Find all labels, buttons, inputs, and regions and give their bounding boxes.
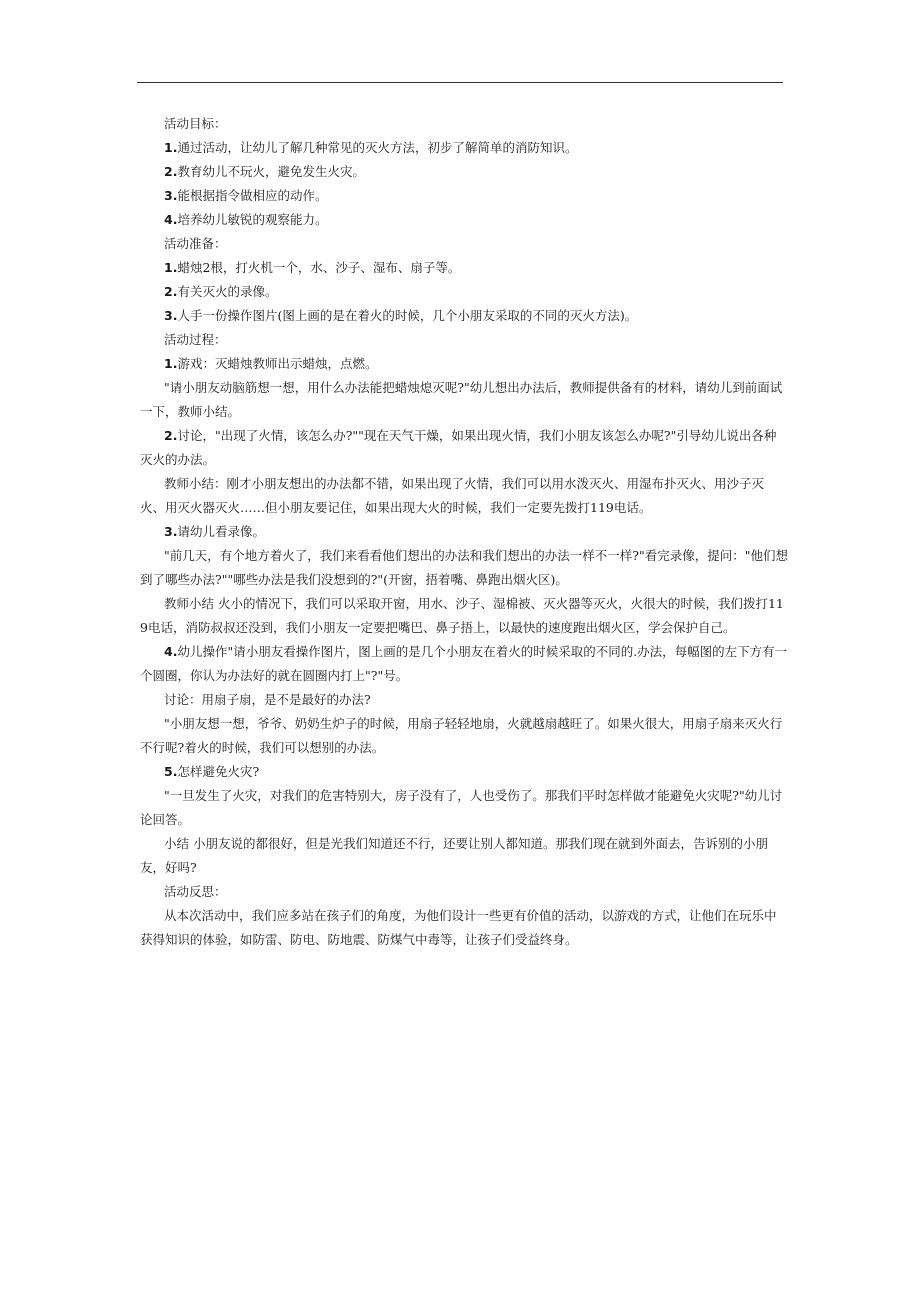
process-step: 1.游戏：灭蜡烛教师出示蜡烛，点燃。 <box>164 356 378 371</box>
goal-item: 1.通过活动，让幼儿了解几种常见的灭火方法，初步了解简单的消防知识。 <box>164 140 578 155</box>
document-body <box>140 112 788 952</box>
process-step: 4.幼儿操作"请小朋友看操作图片，图上画的是几个小朋友在着火的时候采取的不同的.办法，每幅图的左下方有一个圆圈，你认为办法好的就在圆圈内打上"?"号。 <box>140 644 788 683</box>
goal-item: 4.培养幼儿敏锐的观察能力。 <box>164 212 328 227</box>
goal-item: 3.能根据指令做相应的动作。 <box>164 188 328 203</box>
reflection-paragraph: 从本次活动中，我们应多站在孩子们的角度，为他们设计一些更有价值的活动，以游戏的方式，让他们在玩乐中获得知识的体验，如防雷、防电、防地震、防煤气中毒等，让孩子们受益终身。 <box>140 908 777 947</box>
process-paragraph: "请小朋友动脑筋想一想，用什么办法能把蜡烛熄灭呢?"幼儿想出办法后，教师提供备有的材料，请幼儿到前面试一下，教师小结。 <box>140 380 783 419</box>
process-step: 3.请幼儿看录像。 <box>164 524 265 539</box>
process-paragraph: 教师小结：刚才小朋友想出的办法都不错，如果出现了火情，我们可以用水泼灭火、用湿布扑灭火、用沙子灭火、用灭火器灭火……但小朋友要记住，如果出现大火的时候，我们一定要先拨打119电话。 <box>140 476 765 515</box>
process-paragraph: "一旦发生了火灾，对我们的危害特别大，房子没有了，人也受伤了。那我们平时怎样做才能避免火灾呢?"幼儿讨论回答。 <box>140 788 783 827</box>
section-heading-process: 活动过程： <box>164 332 227 347</box>
section-heading-goals: 活动目标： <box>164 116 227 131</box>
process-step: 2.讨论，"出现了火情，该怎么办?""现在天气干燥，如果出现火情，我们小朋友该怎么办呢?"引导幼儿说出各种灭火的办法。 <box>140 428 777 467</box>
process-paragraph: 教师小结 火小的情况下，我们可以采取开窗，用水、沙子、湿棉被、灭火器等灭火，火很大的时候，我们拨打119电话，消防叔叔还没到，我们小朋友一定要把嘴巴、鼻子捂上，以最快的速度跑出烟火区，学会保护自己。 <box>140 596 784 635</box>
process-paragraph: "小朋友想一想，爷爷、奶奶生炉子的时候，用扇子轻轻地扇，火就越扇越旺了。如果火很大，用扇子扇来灭火行不行呢?着火的时候，我们可以想别的办法。 <box>140 716 783 755</box>
header-divider <box>137 82 783 83</box>
preparation-item: 3.人手一份操作图片(图上画的是在着火的时候，几个小朋友采取的不同的灭火方法)。 <box>164 308 638 323</box>
process-step: 5.怎样避免火灾? <box>164 764 260 779</box>
goal-item: 2.教育幼儿不玩火，避免发生火灾。 <box>164 164 365 179</box>
process-paragraph: "前几天，有个地方着火了，我们来看看他们想出的办法和我们想出的办法一样不一样?"看完录像，提问："他们想到了哪些办法?""哪些办法是我们没想到的?"(开窗，捂着嘴、鼻跑出烟火区)。 <box>140 548 788 587</box>
section-heading-reflection: 活动反思： <box>164 884 227 899</box>
process-paragraph: 讨论：用扇子扇，是不是最好的办法? <box>164 692 371 707</box>
preparation-item: 1.蜡烛2根，打火机一个，水、沙子、湿布、扇子等。 <box>164 260 461 275</box>
preparation-item: 2.有关灭火的录像。 <box>164 284 278 299</box>
section-heading-preparation: 活动准备： <box>164 236 227 251</box>
process-paragraph: 小结 小朋友说的都很好，但是光我们知道还不行，还要让别人都知道。那我们现在就到外面去，告诉别的小朋友，好吗? <box>140 836 768 875</box>
